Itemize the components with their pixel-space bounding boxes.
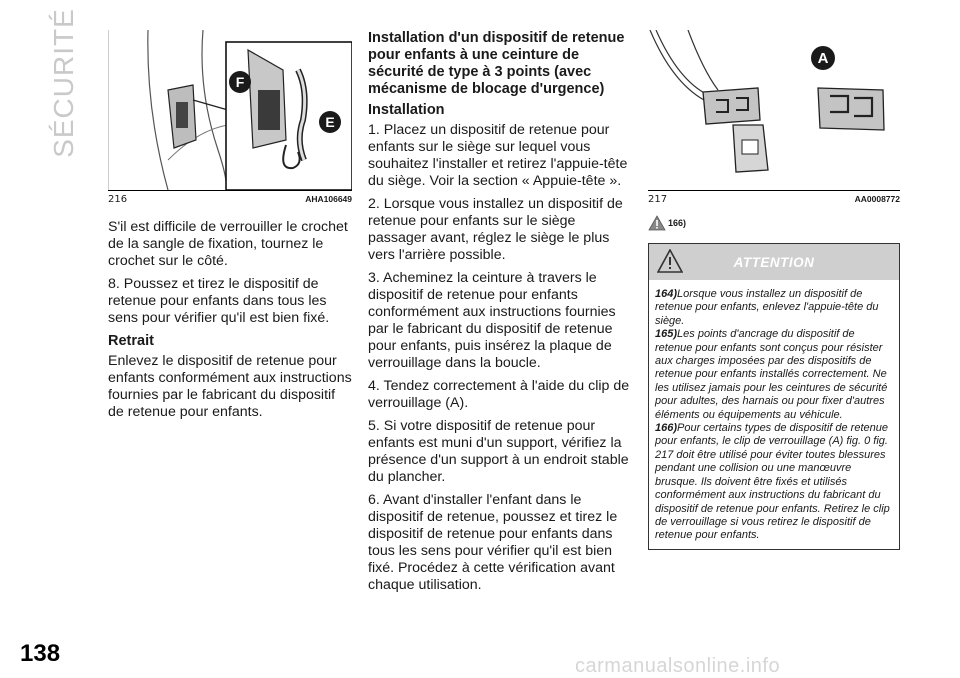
- watermark: carmanualsonline.info: [575, 655, 781, 677]
- figure-number: 217: [648, 194, 668, 205]
- label-f: F: [235, 74, 245, 90]
- page-number: 138: [20, 640, 61, 667]
- paragraph: 8. Poussez et tirez le dispositif de retenue pour enfants dans tous les sens pour vérifier qu'il est bien fixé.: [108, 276, 330, 326]
- warning-icon: [648, 215, 666, 231]
- section-heading: Installation d'un dispositif de retenue pour enfants à une ceinture de sécurité de type à 3 points (avec mécanisme de blocage d'urgence): [368, 30, 625, 97]
- attention-box: [648, 243, 900, 550]
- attention-note: [655, 288, 893, 328]
- figure-caption-217: [648, 190, 900, 205]
- label-e: E: [325, 114, 335, 130]
- attention-title: ATTENTION: [733, 254, 815, 270]
- note-number: 165): [655, 328, 678, 341]
- retrait-text: Enlevez le dispositif de retenue pour enfants conformément aux instructions fournies par le fabricant du dispositif de retenue pour enfants.: [108, 353, 352, 420]
- note-number: 164): [655, 288, 678, 300]
- note-text: Lorsque vous installez un dispositif de retenue pour enfants, enlevez l'appuie-tête du siège.: [655, 288, 879, 327]
- warning-icon: [657, 249, 683, 273]
- figure-caption-216: [108, 190, 352, 205]
- figure-217: [648, 30, 900, 190]
- figure-216: [108, 30, 352, 190]
- step: 4. Tendez correctement à l'aide du clip de verrouillage (A).: [368, 378, 630, 411]
- label-a: A: [817, 50, 829, 67]
- step: 1. Placez un dispositif de retenue pour enfants sur le siège sur lequel vous souhaitez l'installer et retirez l'appuie-tête du siège. Voir la section « Appuie-tête ».: [368, 122, 628, 189]
- attention-header: [649, 244, 899, 280]
- note-text: Pour certains types de dispositif de retenue pour enfants, le clip de verrouillage (A) fig. 0 fig. 217 doit être utilisé pour éviter toutes blessures pendant une collision ou une manœuvre brusque. Ils doivent être fixés et utilisés conformément aux instructions du fabricant du dispositif de retenue pour enfants. Retirez le clip de verrouillage si vous retirez le dispositif de retenue pour enfants.: [655, 422, 890, 542]
- paragraph: S'il est difficile de verrouiller le crochet de la sangle de fixation, tournez le crochet sur le côté.: [108, 219, 348, 269]
- reference-number: 166): [668, 218, 687, 228]
- column-left: [108, 30, 352, 427]
- section-title: SÉCURITÉ: [48, 8, 80, 158]
- warning-reference: [648, 215, 900, 231]
- note-text: Les points d'ancrage du dispositif de retenue pour enfants sont conçus pour résister aux charges imposées par des dispositifs de retenue pour enfants installés correctement. Ne les utilisez jamais pour les ceintures de sécurité pour adultes, des harnais ou pour fixer d'autres éléments ou équipements au véhicule.: [655, 328, 888, 421]
- attention-note: [655, 422, 893, 543]
- figure-number: 216: [108, 194, 128, 205]
- retrait-heading: Retrait: [108, 333, 154, 349]
- column-middle: [368, 30, 630, 600]
- figure-code: AHA106649: [305, 194, 352, 204]
- figure-code: AA0008772: [854, 194, 900, 204]
- attention-body: [649, 280, 899, 549]
- installation-subheading: Installation: [368, 102, 445, 118]
- step: 2. Lorsque vous installez un dispositif de retenue pour enfants sur le siège passager avant, réglez le siège le plus vers l'arrière possible.: [368, 196, 623, 263]
- step: 3. Acheminez la ceinture à travers le dispositif de retenue pour enfants conformément aux instructions fournies par le fabricant du dispositif de retenue pour enfants, puis insérez la plaque de verrouillage dans la boucle.: [368, 270, 616, 371]
- locking-clip-illustration: [648, 30, 900, 190]
- note-number: 166): [655, 422, 678, 435]
- section-tab: [44, 8, 84, 158]
- column-right: [648, 30, 900, 550]
- step: 5. Si votre dispositif de retenue pour enfants est muni d'un support, vérifiez la présence d'un support à un endroit stable du plancher.: [368, 418, 629, 485]
- tether-hook-illustration: [108, 30, 352, 190]
- attention-note: [655, 328, 893, 422]
- step: 6. Avant d'installer l'enfant dans le dispositif de retenue, poussez et tirez le dispositif de retenue pour enfants dans tous les sens pour vérifier qu'il est bien fixé. Procédez à cette vérification avant chaque utilisation.: [368, 492, 618, 593]
